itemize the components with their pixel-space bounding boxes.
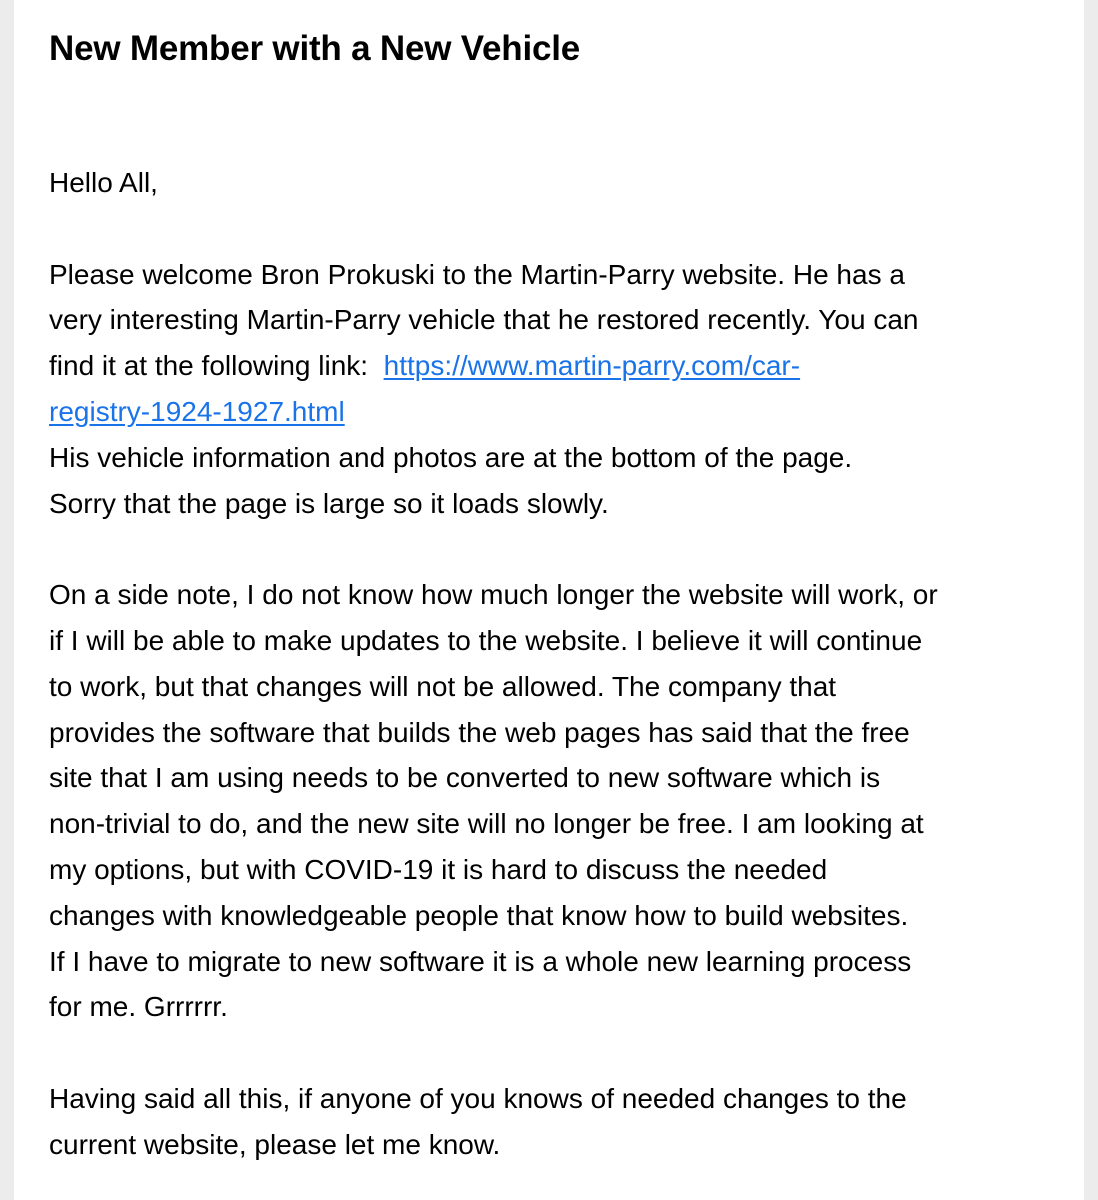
email-card [14,0,1084,1200]
body-line: to work, but that changes will not be allowed. The company that [49,670,837,702]
body-line: Sorry that the page is large so it loads slowly. [49,487,609,519]
body-line: site that I am using needs to be converted to new software which is [49,762,881,794]
body-line: On a side note, I do not know how much longer the website will work, or [49,579,938,611]
body-line: changes with knowledgeable people that know how to build websites. [49,899,909,931]
body-line: current website, please let me know. [49,1128,501,1160]
email-body [49,160,1059,1168]
paragraph-spacer [49,526,1059,572]
body-line: if I will be able to make updates to the website. I believe it will continue [49,624,923,656]
body-line: His vehicle information and photos are at the bottom of the page. [49,441,853,473]
body-line: non-trivial to do, and the new site will no longer be free. I am looking at [49,808,924,840]
email-subject: New Member with a New Vehicle [49,29,581,68]
body-line: my options, but with COVID-19 it is hard to discuss the needed [49,853,828,885]
body-line: very interesting Martin-Parry vehicle that he restored recently. You can [49,304,919,336]
body-line: for me. Grrrrrr. [49,991,228,1023]
body-line: provides the software that builds the web pages has said that the free [49,716,910,748]
greeting-line: Hello All, [49,167,158,198]
body-line-with-link [49,343,1059,389]
paragraph-spacer [49,1030,1059,1076]
registry-link[interactable]: https://www.martin-parry.com/car- [383,350,801,382]
body-line: Please welcome Bron Prokuski to the Martin-Parry website. He has a [49,258,905,290]
paragraph-spacer [49,206,1059,252]
registry-link-continuation[interactable]: registry-1924-1927.html [49,395,345,427]
body-line-link-continuation [49,389,1059,435]
body-line: If I have to migrate to new software it is a whole new learning process [49,945,912,977]
body-line: Having said all this, if anyone of you knows of needed changes to the [49,1082,907,1114]
body-line-text: find it at the following link: [49,350,384,382]
